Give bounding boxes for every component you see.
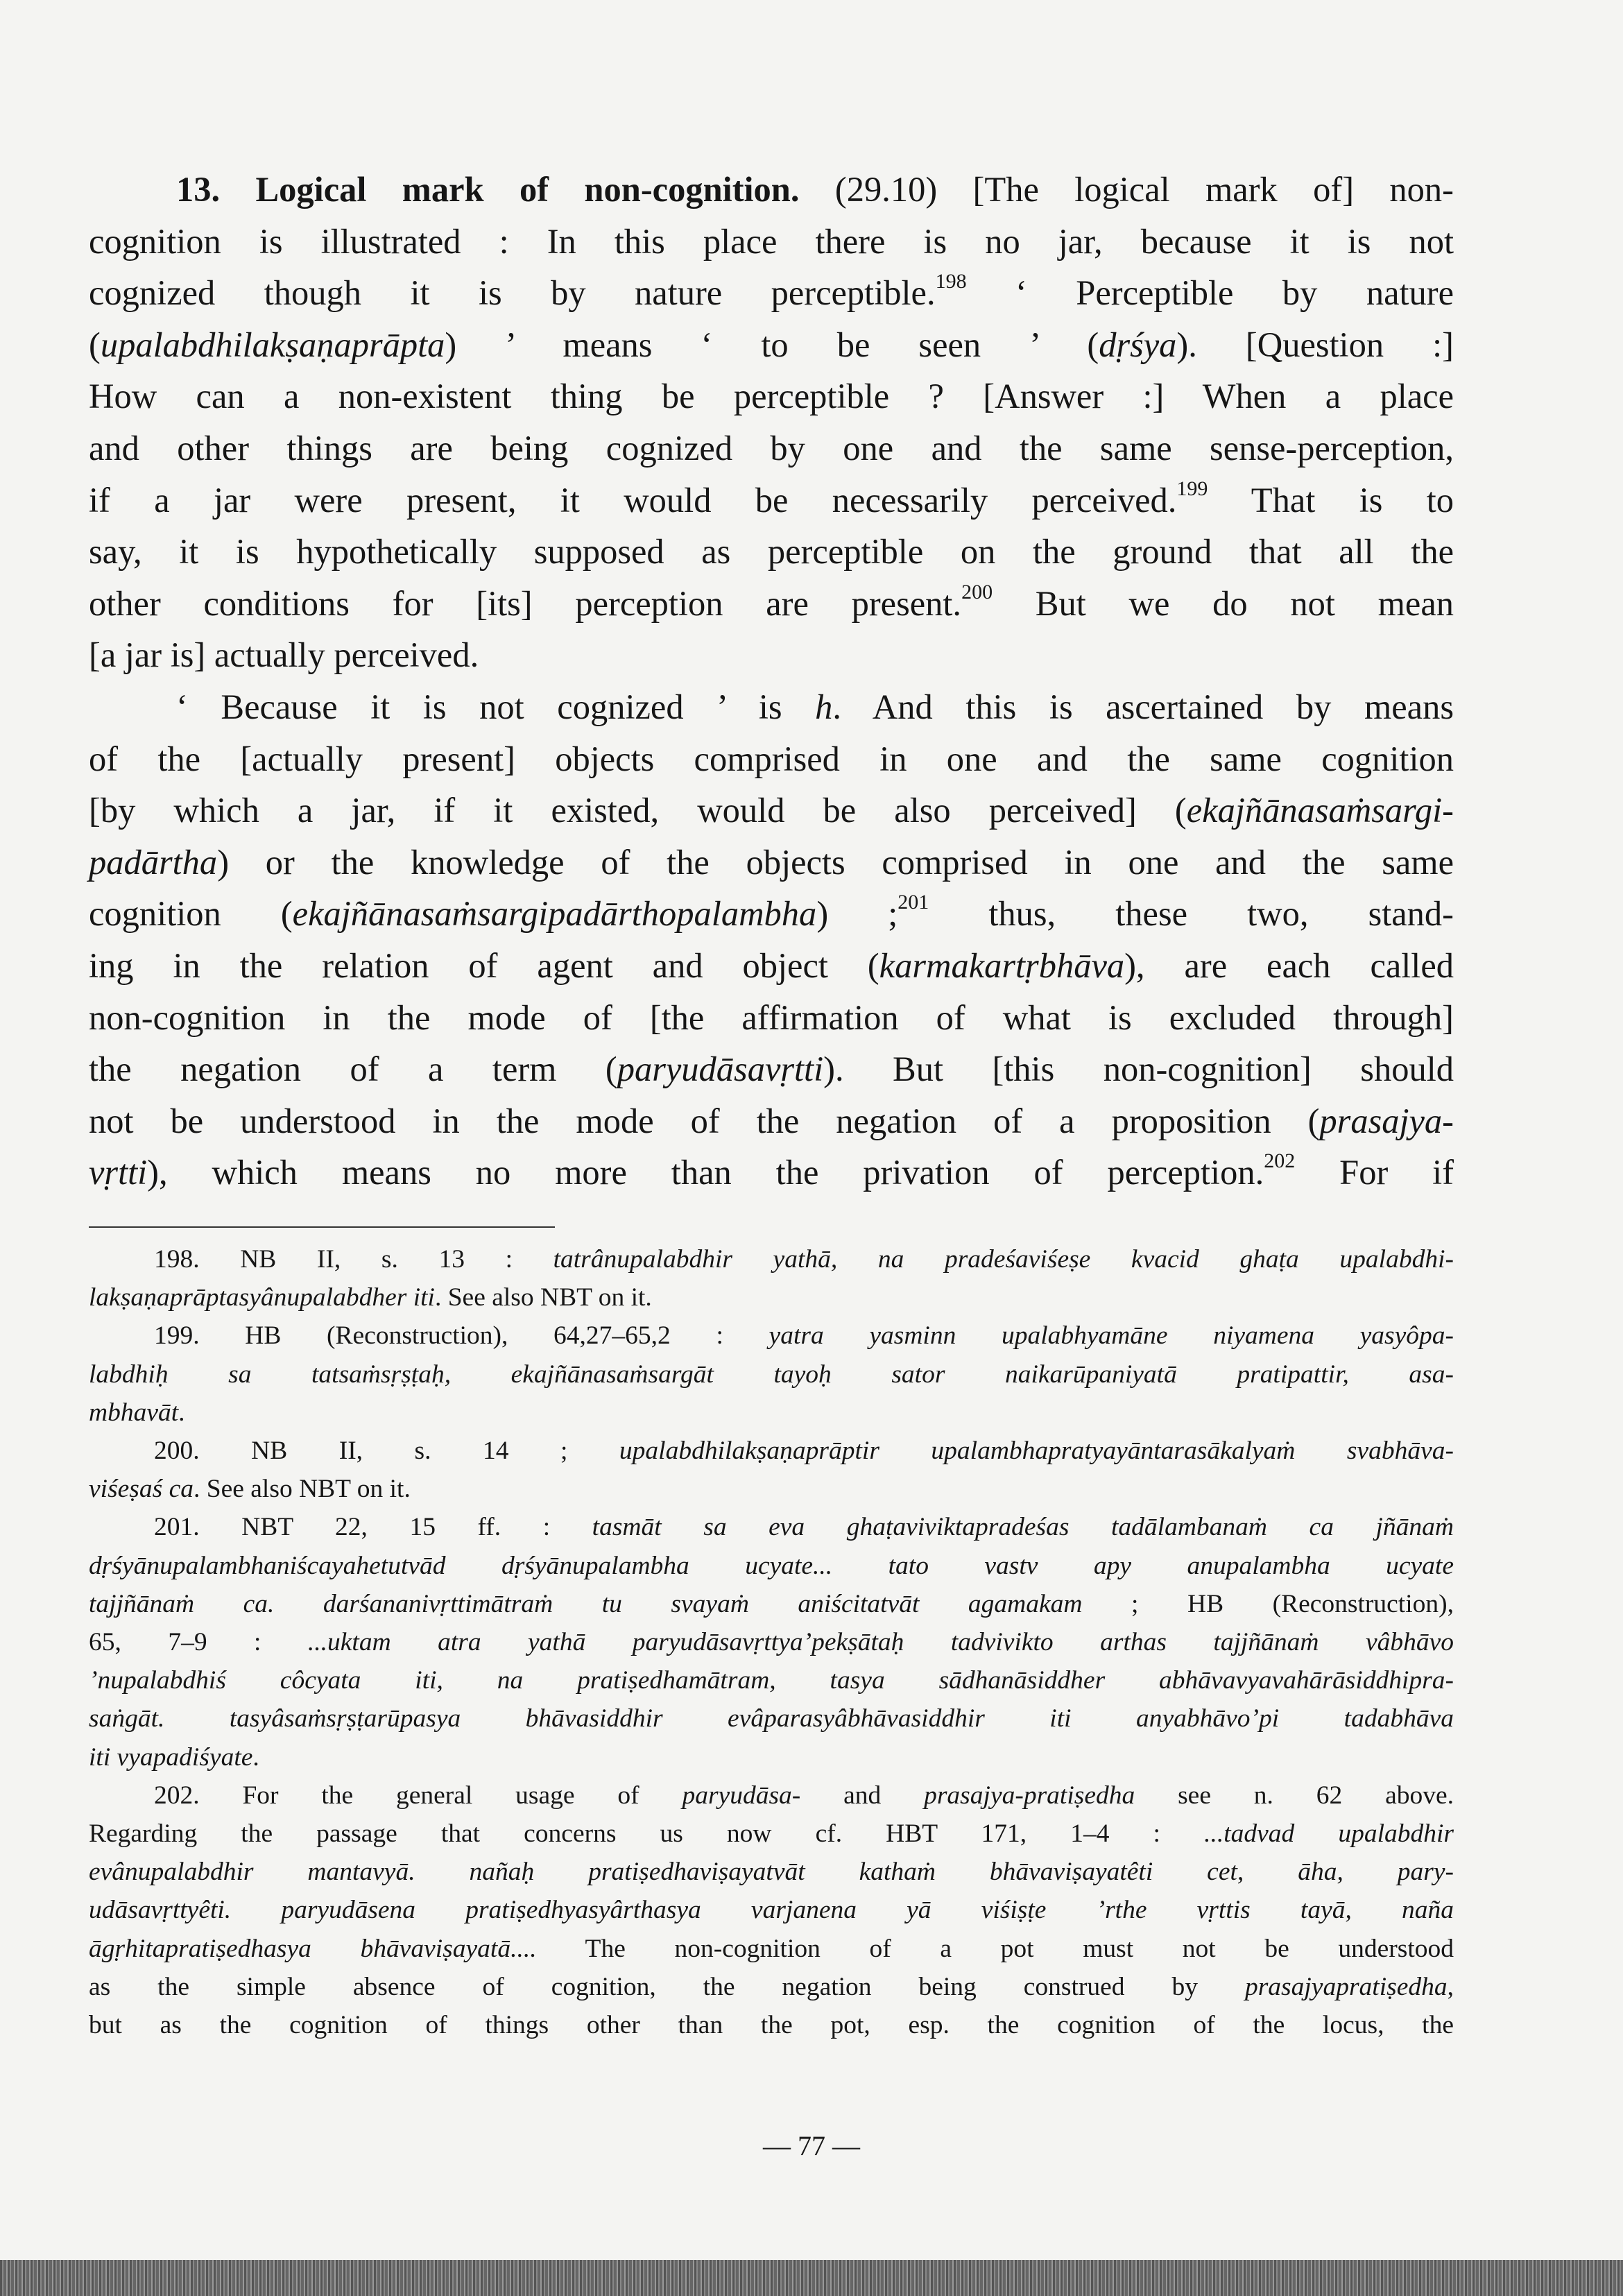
text-run: ing in the relation of agent and object ( (89, 945, 879, 985)
text-line (89, 1147, 1454, 1199)
text-line (89, 1043, 1454, 1095)
text-run: ), which means no more than the privation of perception. (147, 1153, 1264, 1192)
term-italic: upalabdhilakṣaṇaprāpta (100, 325, 445, 364)
text-line (89, 164, 1454, 216)
footnote-italic: paryudāsa- (682, 1781, 801, 1810)
footnote (89, 1317, 1454, 1432)
text-run: [by which a jar, if it existed, would be also perceived] ( (89, 791, 1187, 830)
text-run: cognition is illustrated : In this place there is no jar, because it is not (89, 221, 1454, 261)
footnote-italic: viśeṣaś ca (89, 1475, 194, 1504)
term-italic: prasajya- (1319, 1101, 1454, 1140)
paragraph-1 (89, 164, 1454, 681)
footnote-italic: tasmāt sa eva ghaṭaviviktapradeśas tadālambanaṁ ca jñānaṁ (592, 1513, 1454, 1542)
text-line (89, 888, 1454, 940)
footnote-italic: lakṣaṇaprāptasyânupalabdher iti (89, 1283, 435, 1312)
section-heading: 13. Logical mark of non-cognition. (176, 170, 800, 209)
text-run: ). But [this non-cognition] should (823, 1050, 1454, 1089)
text-run: (29.10) [The logical mark of] non- (799, 170, 1454, 209)
text-run: thus, these two, stand- (929, 894, 1454, 934)
text-line (89, 267, 1454, 319)
footnote-text: , (1447, 1972, 1454, 2001)
text-run: That is to (1208, 480, 1454, 520)
term-italic: padārtha (89, 842, 218, 882)
text-run: For if (1295, 1153, 1454, 1192)
text-line (89, 526, 1454, 578)
footnote-italic: ...tadvad upalabdhir (1204, 1819, 1454, 1849)
footnote (89, 1240, 1454, 1317)
main-text (89, 164, 1454, 1199)
text-run: say, it is hypothetically supposed as perceptible on the ground that all the (89, 532, 1454, 572)
footnote-text: 65, 7–9 : (89, 1628, 308, 1657)
footnote-line (89, 1623, 1454, 1661)
footnote-italic: tajjñānaṁ ca. darśananivṛttimātraṁ tu svayaṁ aniścitatvāt agamakam (89, 1589, 1083, 1618)
text-run: ) or the knowledge of the objects comprised in one and the same (217, 842, 1454, 882)
text-line (89, 319, 1454, 371)
footnote-line (89, 1815, 1454, 1853)
text-run: cognized though it is by nature perceptible. (89, 273, 936, 313)
footnote-line (89, 1508, 1454, 1546)
page-number: — 77 — (763, 2130, 860, 2161)
text-run: . And this is ascertained by means (832, 687, 1454, 726)
footnote-line (89, 1661, 1454, 1699)
footnote-line (89, 1853, 1454, 1891)
footnote-line (89, 1317, 1454, 1355)
footnote-italic: upalabdhilakṣaṇaprāptir upalambhapratyayāntarasākalyaṁ svabhāva- (619, 1437, 1454, 1466)
text-run: if a jar were present, it would be necessarily perceived. (89, 480, 1177, 520)
footnote-text: . (252, 1742, 259, 1772)
footnote-text: 199. HB (Reconstruction), 64,27–65,2 : (154, 1321, 769, 1351)
text-line (89, 837, 1454, 889)
footnote-italic: yatra yasminn upalabhyamāne niyamena yasyôpa- (768, 1321, 1454, 1351)
term-italic: h (815, 687, 833, 726)
footnote-text: . (178, 1398, 185, 1427)
footnote-italic: tatrânupalabdhir yathā, na pradeśaviśeṣe kvacid ghaṭa upalabdhi- (553, 1245, 1454, 1274)
footnote (89, 1776, 1454, 2044)
footnote-line (89, 1776, 1454, 1815)
footnote-text: . See also NBT on it. (434, 1283, 652, 1312)
term-italic: karmakartṛbhāva (879, 945, 1125, 985)
text-line (89, 1095, 1454, 1147)
text-line (89, 681, 1454, 733)
text-run: the negation of a term ( (89, 1050, 617, 1089)
text-line (89, 370, 1454, 422)
footnote-italic: mbhavāt (89, 1398, 179, 1427)
text-run: ). [Question :] (1176, 325, 1454, 364)
text-line (89, 216, 1454, 268)
text-run: How can a non-existent thing be perceptible ? [Answer :] When a place (89, 377, 1454, 416)
footnote-italic: prasajya-pratiṣedha (924, 1781, 1135, 1810)
footnote-italic: dṛśyānupalambhaniścayahetutvād dṛśyānupalambha ucyate... tato vastv apy anupalambha ucyate (89, 1551, 1454, 1580)
footnote-line (89, 1278, 1454, 1317)
text-line (89, 578, 1454, 630)
footnote (89, 1508, 1454, 1776)
term-italic: ekajñānasaṁsargi- (1186, 791, 1454, 830)
footnotes (89, 1240, 1454, 2044)
footnote-ref: 200 (961, 580, 993, 603)
text-line (89, 940, 1454, 992)
term-italic: dṛśya (1099, 325, 1177, 364)
text-run: not be understood in the mode of the negation of a proposition ( (89, 1101, 1320, 1140)
footnote-text: and (800, 1781, 925, 1810)
text-run: [a jar is] actually perceived. (89, 635, 479, 675)
text-run: ‘ Because it is not cognized ’ is (176, 687, 816, 726)
text-run: ) ’ means ‘ to be seen ’ ( (445, 325, 1099, 364)
text-run: But we do not mean (993, 583, 1454, 623)
footnote-text: 201. NBT 22, 15 ff. : (154, 1513, 592, 1542)
term-italic: ekajñānasaṁsargipadārthopalambha (292, 894, 817, 934)
text-run: other conditions for [its] perception are present. (89, 583, 962, 623)
footnote-line (89, 1699, 1454, 1738)
text-run: ) ; (816, 894, 898, 934)
footnote-text: Regarding the passage that concerns us now cf. HBT 171, 1–4 : (89, 1819, 1205, 1849)
footnote-line (89, 1891, 1454, 1929)
footnote-text: as the simple absence of cognition, the negation being construed by (89, 1972, 1245, 2001)
footnote-italic: ...uktam atra yathā paryudāsavṛttya’pekṣātaḥ tadvivikto arthas tajjñānaṁ vâbhāvo (307, 1628, 1454, 1657)
footnote-line (89, 1355, 1454, 1394)
term-italic: vṛtti (89, 1153, 148, 1192)
scan-edge-strip (0, 2260, 1623, 2296)
footnote-line (89, 1547, 1454, 1585)
text-line (89, 992, 1454, 1044)
footnote-line (89, 1394, 1454, 1432)
footnote-line (89, 1470, 1454, 1508)
term-italic: paryudāsavṛtti (617, 1050, 824, 1089)
text-line (89, 422, 1454, 474)
text-run: ( (89, 325, 101, 364)
footnote-italic: evânupalabdhir mantavyā. nañaḥ pratiṣedhaviṣayatvāt kathaṁ bhāvaviṣayatêti cet, āha, pary- (89, 1858, 1454, 1887)
footnote-text: 200. NB II, s. 14 ; (154, 1437, 619, 1466)
footnote-italic: udāsavṛttyêti. paryudāsena pratiṣedhyasyârthasya varjanena yā viśiṣṭe ’rthe vṛttis tayā, naña (89, 1896, 1454, 1925)
footnote-line (89, 1585, 1454, 1623)
footnote-divider (89, 1226, 555, 1228)
text-run: ), are each called (1124, 945, 1454, 985)
text-line (89, 733, 1454, 785)
footnote-line (89, 2006, 1454, 2044)
footnote-text: The non-cognition of a pot must not be understood (536, 1934, 1454, 1963)
text-line (89, 629, 1454, 681)
footnote-italic: prasajyapratiṣedha (1244, 1972, 1448, 2001)
footnote-italic: iti vyapadiśyate (89, 1742, 253, 1772)
footnote (89, 1432, 1454, 1508)
footnote-line (89, 1968, 1454, 2006)
footnote-text: 198. NB II, s. 13 : (154, 1245, 553, 1274)
text-run: and other things are being cognized by one and the same sense-perception, (89, 428, 1454, 468)
footnote-text: but as the cognition of things other than the pot, esp. the cognition of the locus, the (89, 2011, 1454, 2040)
footnote-ref: 199 (1176, 477, 1208, 500)
paragraph-2 (89, 681, 1454, 1199)
footnote-text: 202. For the general usage of (154, 1781, 682, 1810)
text-run: cognition ( (89, 894, 293, 934)
footnote-italic: ’nupalabdhiś côcyata iti, na pratiṣedhamātram, tasya sādhanāsiddher abhāvavyavahārāsiddhipra- (89, 1666, 1454, 1695)
footnote-line (89, 1240, 1454, 1278)
footnote-text: . See also NBT on it. (194, 1475, 411, 1504)
text-line (89, 785, 1454, 837)
text-run: non-cognition in the mode of [the affirmation of what is excluded through] (89, 997, 1454, 1037)
footnote-line (89, 1930, 1454, 1968)
text-run: ‘ Perceptible by nature (966, 273, 1454, 313)
footnote-ref: 202 (1264, 1149, 1296, 1173)
footnote-italic: saṅgāt. tasyâsaṁsṛṣṭarūpasya bhāvasiddhir evâparasyâbhāvasiddhir iti anyabhāvo’pi tadabhāva (89, 1704, 1454, 1733)
footnote-line (89, 1738, 1454, 1776)
footnote-line (89, 1432, 1454, 1470)
footnote-italic: labdhiḥ sa tatsaṁsṛṣṭaḥ, ekajñānasaṁsargāt tayoḥ sator naikarūpaniyatā pratipattir, asa- (89, 1360, 1454, 1389)
text-line (89, 474, 1454, 526)
footnote-text: see n. 62 above. (1135, 1781, 1454, 1810)
footnote-text: ; HB (Reconstruction), (1082, 1589, 1454, 1618)
text-run: of the [actually present] objects comprised in one and the same cognition (89, 739, 1454, 778)
footnote-italic: āgṛhitapratiṣedhasya bhāvaviṣayatā.... (89, 1934, 537, 1963)
footnote-ref: 198 (935, 270, 967, 293)
footnote-ref: 201 (898, 891, 929, 914)
